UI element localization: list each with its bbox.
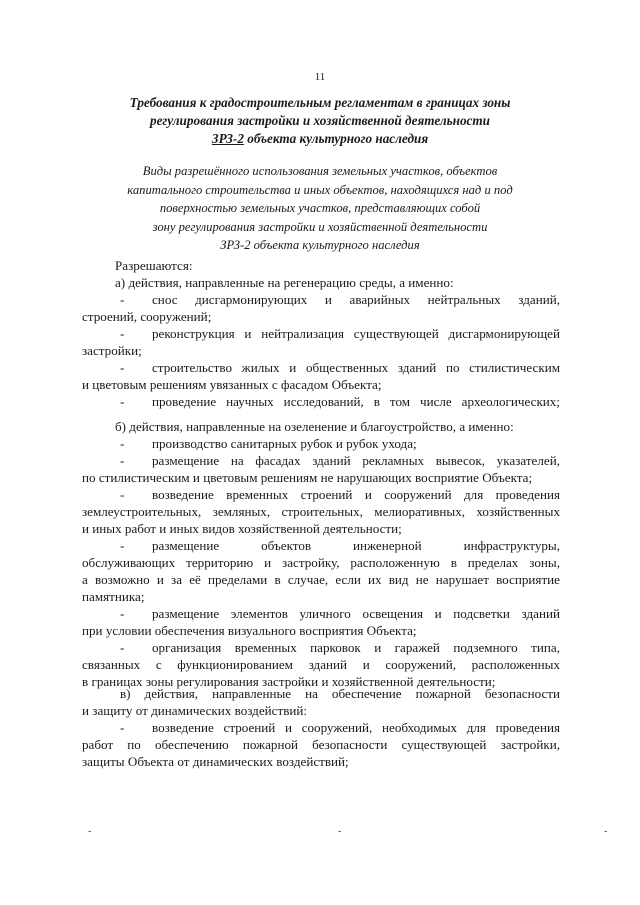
dash-marker: -	[120, 436, 125, 451]
list-item-c1-cont2: защиты Объекта от динамических воздействий;	[82, 754, 349, 769]
list-item-a4: - проведение научных исследований, в том числе археологических;	[82, 393, 560, 410]
list-item-b4-cont3: памятника;	[82, 589, 145, 604]
list-item-b3: - возведение временных строений и сооружений для проведения	[82, 486, 560, 503]
list-item-c1-cont: работ по обеспечению пожарной безопасности существующей застройки,	[82, 737, 560, 752]
list-item-a1-cont: строений, сооружений;	[82, 309, 212, 324]
item-c-intro-cont: и защиту от динамических воздействий:	[82, 703, 308, 718]
list-item-a2-cont: застройки;	[82, 343, 142, 358]
allowed-label: Разрешаются:	[115, 258, 193, 273]
list-item-b6-cont2: в границах зоны регулирования застройки и хозяйственной деятельности;	[82, 674, 496, 689]
list-item-b4-cont2: а возможно и за её пределами в случае, если их вид не нарушает восприятие	[82, 572, 560, 587]
list-item-b4: - размещение объектов инженерной инфраструктуры,	[82, 537, 560, 554]
subheading-line-1: Виды разрешённого использования земельных участков, объектов	[142, 164, 498, 178]
scan-mark-left: -	[88, 826, 92, 837]
list-item-a3-cont: и цветовым решениям увязанных с фасадом Объекта;	[82, 377, 382, 392]
list-item-c1: - возведение строений и сооружений, необходимых для проведения	[82, 719, 560, 736]
list-item-b4-cont: обслуживающих территорию и застройку, расположенную в пределах зоны,	[82, 555, 560, 570]
dash-marker: -	[120, 360, 125, 375]
list-item-b6: - организация временных парковок и гаражей подземного типа,	[82, 639, 560, 656]
section-heading	[90, 94, 550, 148]
list-item-b6-cont: связанных с функционированием зданий и сооружений, расположенных	[82, 657, 560, 672]
subheading-line-4: зону регулирования застройки и хозяйственной деятельности	[152, 219, 488, 234]
list-item-b5: - размещение элементов уличного освещения и подсветки зданий	[82, 605, 560, 622]
heading-line-2: регулирования застройки и хозяйственной деятельности	[149, 113, 491, 128]
subheading-line-2: капитального строительства и иных объектов, находящихся над и под	[127, 182, 513, 197]
list-item-b2: - размещение на фасадах зданий рекламных вывесок, указателей,	[82, 452, 560, 469]
dash-marker: -	[120, 326, 125, 341]
section-c	[82, 685, 560, 770]
list-item-b1: - производство санитарных рубок и рубок ухода;	[82, 435, 560, 452]
page-number: 11	[314, 71, 326, 83]
list-item-b3-cont: землеустроительных, земляных, строительных, мелиоративных, хозяйственных	[82, 504, 560, 519]
dash-marker: -	[120, 487, 125, 502]
dash-marker: -	[120, 292, 125, 307]
list-item-a3: - строительство жилых и общественных зданий по стилистическим	[82, 359, 560, 376]
section-a	[82, 257, 560, 410]
list-item-b3-cont2: и иных работ и иных видов хозяйственной деятельности;	[82, 521, 402, 536]
list-item-a1: - снос дисгармонирующих и аварийных нейтральных зданий,	[82, 291, 560, 308]
zone-code: ЗРЗ-2	[211, 131, 244, 146]
subheading-line-5: ЗРЗ-2 объекта культурного наследия	[220, 238, 420, 253]
item-a-intro: а) действия, направленные на регенерацию среды, а именно:	[115, 275, 454, 290]
section-subheading	[88, 162, 552, 255]
heading-line-1: Требования к градостроительным регламентам в границах зоны	[129, 95, 511, 110]
heading-line-3-rest: объекта культурного наследия	[243, 131, 429, 146]
item-b-intro: б) действия, направленные на озеленение и благоустройство, а именно:	[115, 419, 514, 434]
item-c-intro: в) действия, направленные на обеспечение пожарной безопасности	[120, 686, 560, 701]
dash-marker: -	[120, 720, 125, 735]
dash-marker: -	[120, 640, 125, 655]
subheading-line-3: поверхностью земельных участков, представляющих собой	[159, 201, 481, 216]
heading-line-3	[90, 130, 550, 148]
list-item-a2: - реконструкция и нейтрализация существующей дисгармонирующей	[82, 325, 560, 342]
list-item-b2-cont: по стилистическим и цветовым решениям не нарушающих восприятие Объекта;	[82, 470, 533, 485]
scan-mark-right: -	[604, 826, 608, 837]
list-item-b5-cont: при условии обеспечения визуального восприятия Объекта;	[82, 623, 417, 638]
scan-mark-center: -	[338, 826, 342, 837]
dash-marker: -	[120, 538, 125, 553]
dash-marker: -	[120, 606, 125, 621]
dash-marker: -	[120, 453, 125, 468]
section-b	[82, 418, 560, 690]
dash-marker: -	[120, 394, 125, 409]
